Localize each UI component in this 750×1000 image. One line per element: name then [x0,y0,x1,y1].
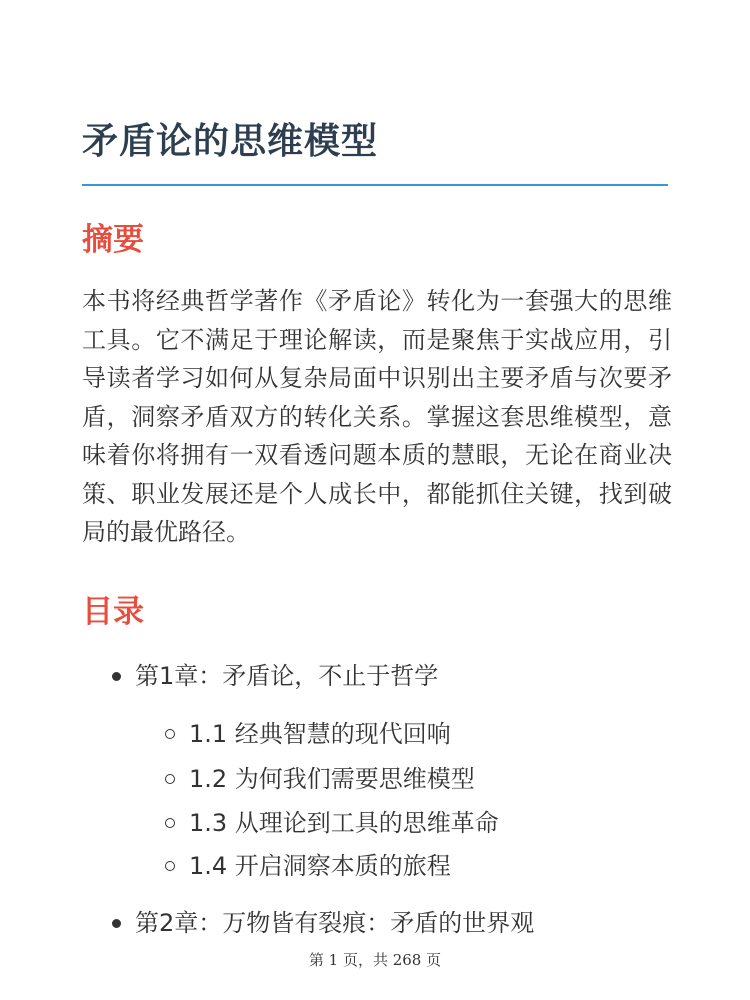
page-number-footer: 第 1 页，共 268 页 [308,951,442,969]
bullet-circle-icon [165,861,175,871]
toc-chapter-2[interactable] [135,906,534,940]
bullet-dot-icon [112,672,121,681]
bullet-circle-icon [165,774,175,784]
toc-section-1-2[interactable] [189,762,475,796]
toc-section-label: 1.4 开启洞察本质的旅程 [189,852,451,880]
toc-chapter-label: 第2章：万物皆有裂痕：矛盾的世界观 [135,909,535,937]
bullet-circle-icon [165,818,175,828]
toc-heading: 目录 [82,594,144,630]
page-title: 矛盾论的思维模型 [82,121,379,162]
toc-section-label: 1.3 从理论到工具的思维革命 [189,809,499,837]
toc-section-1-1[interactable] [189,717,451,751]
toc-chapter-label: 第1章：矛盾论，不止于哲学 [135,662,439,690]
bullet-dot-icon [112,919,121,928]
toc-section-1-3[interactable] [189,806,499,840]
abstract-heading: 摘要 [82,222,144,258]
abstract-paragraph: 本书将经典哲学著作《矛盾论》转化为一套强大的思维工具。它不满足于理论解读，而是聚焦于实战应用，引导读者学习如何从复杂局面中识别出主要矛盾与次要矛盾，洞察矛盾双方的转化关系。掌握这套思维模型，意味着你将拥有一双看透问题本质的慧眼，无论在商业决策、职业发展还是个人成长中，都能抓住关键，找到破局的最优路径。 [82,287,672,546]
toc-section-1-4[interactable] [189,849,451,883]
toc-section-label: 1.2 为何我们需要思维模型 [189,765,475,793]
toc-chapter-1[interactable] [135,659,438,693]
bullet-circle-icon [165,729,175,739]
toc-section-label: 1.1 经典智慧的现代回响 [189,720,451,748]
title-divider [82,184,668,186]
